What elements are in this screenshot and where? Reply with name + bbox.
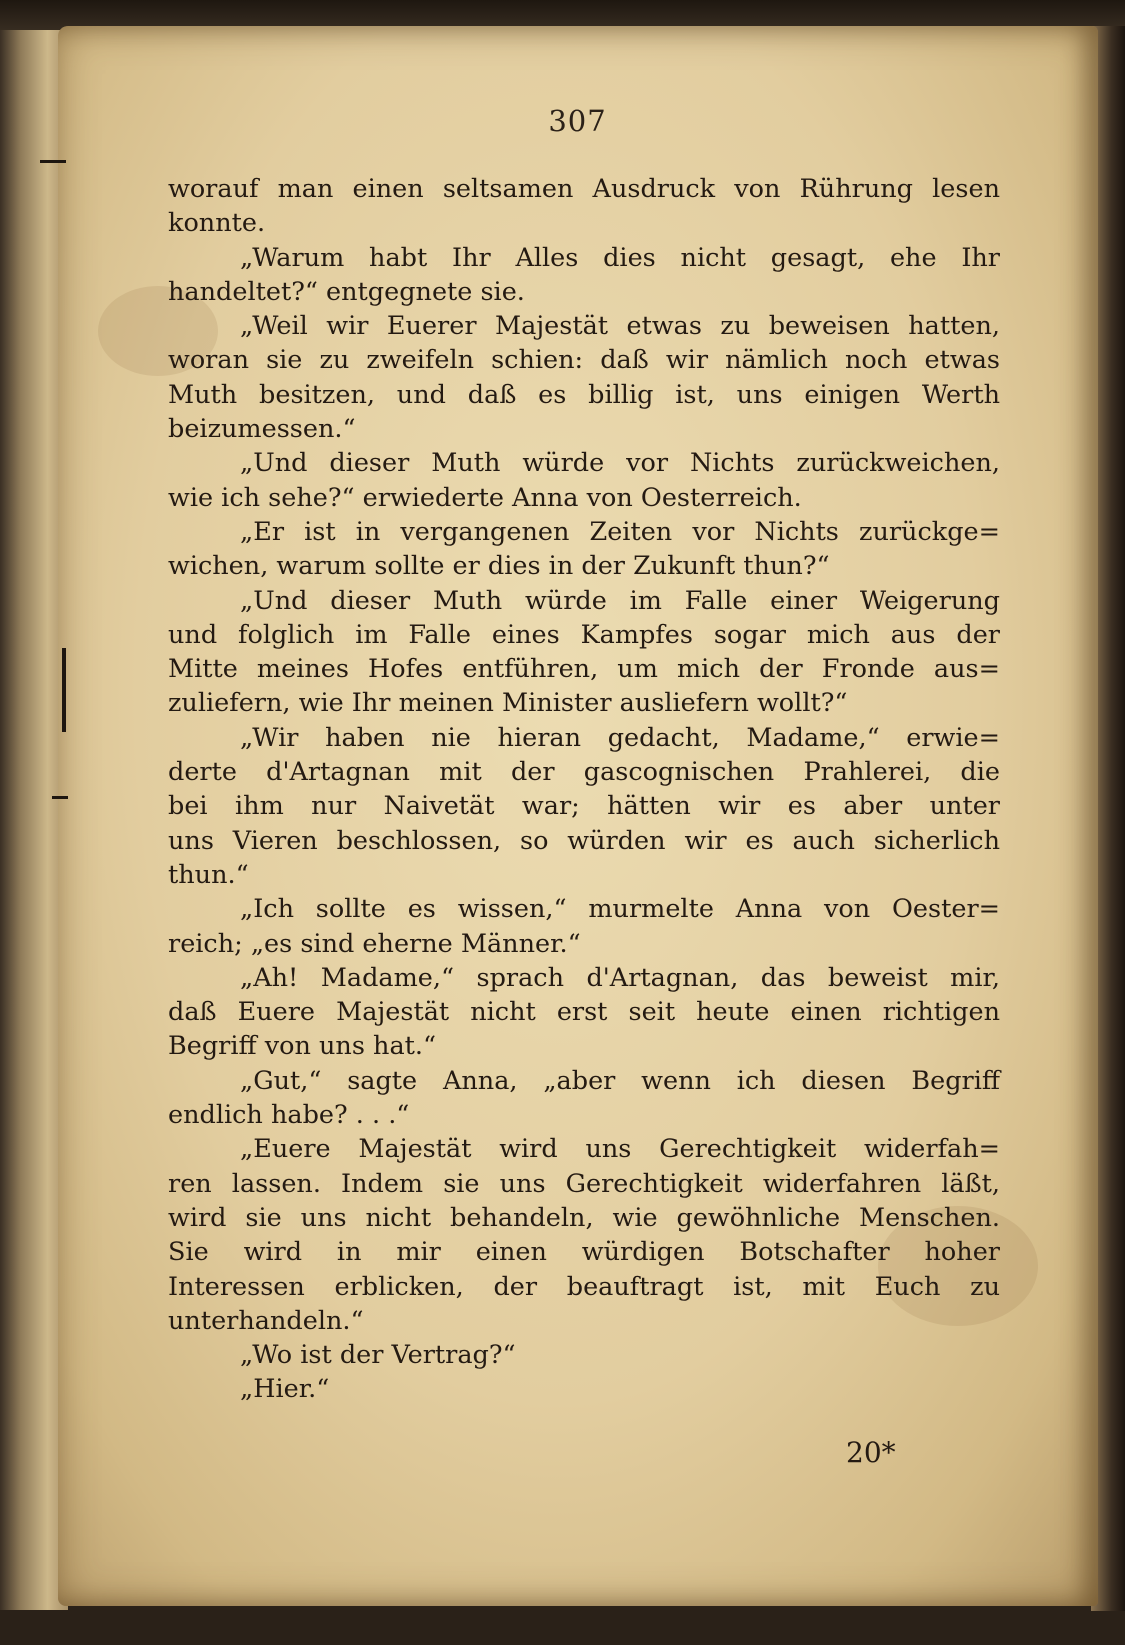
text-line: Mitte meines Hofes entführen, um mich der Fronde aus= [168,654,1000,685]
text-line: woran sie zu zweifeln schien: daß wir nämlich noch etwas [168,345,1000,376]
text-line: Sie wird in mir einen würdigen Botschafter hoher [168,1237,1000,1268]
text-line: zuliefern, wie Ihr meinen Minister ausliefern wollt?“ [168,688,848,719]
text-line: Begriff von uns hat.“ [168,1031,437,1062]
text-line: konnte. [168,208,266,239]
text-line: „Wo ist der Vertrag?“ [240,1340,516,1371]
text-line: unterhandeln.“ [168,1305,364,1336]
text-line: worauf man einen seltsamen Ausdruck von Rührung lesen [168,174,1000,204]
text-line: handeltet?“ entgegnete sie. [168,276,525,307]
printer-signature-mark: 20* [846,1436,896,1469]
page-number: 307 [548,104,607,138]
binding-thread-mark [52,796,68,799]
text-line: „Ah! Madame,“ sprach d'Artagnan, das beweist mir, [240,962,1000,993]
body-text [168,172,1000,1407]
text-line: wichen, warum sollte er dies in der Zukunft thun?“ [168,551,830,582]
text-line: wie ich sehe?“ erwiederte Anna von Oesterreich. [168,482,802,513]
text-line: uns Vieren beschlossen, so würden wir es auch sicherlich [168,825,1000,856]
text-line: Muth besitzen, und daß es billig ist, uns einigen Werth [168,379,1000,410]
text-line: endlich habe? . . .“ [168,1100,410,1131]
text-line: thun.“ [168,859,249,890]
text-line: ren lassen. Indem sie uns Gerechtigkeit widerfahren läßt, [168,1168,1000,1199]
text-line: derte d'Artagnan mit der gascognischen Prahlerei, die [168,757,1000,788]
text-line: „Und dieser Muth würde im Falle einer Weigerung [240,585,1000,616]
text-line: beizumessen.“ [168,414,356,445]
text-line: „Und dieser Muth würde vor Nichts zurückweichen, [240,448,1000,479]
text-line: Interessen erblicken, der beauftragt ist, mit Euch zu [168,1271,1000,1302]
binding-thread-mark [62,648,66,732]
text-line: „Euere Majestät wird uns Gerechtigkeit widerfah= [240,1134,1000,1165]
text-line: bei ihm nur Naivetät war; hätten wir es aber unter [168,791,1000,822]
text-line: „Er ist in vergangenen Zeiten vor Nichts zurückge= [240,516,1000,547]
text-line: reich; „es sind eherne Männer.“ [168,928,581,959]
text-line: „Ich sollte es wissen,“ murmelte Anna von Oester= [240,894,1000,925]
text-line: „Hier.“ [240,1374,330,1405]
text-line: und folglich im Falle eines Kampfes sogar mich aus der [168,619,1000,650]
text-line: „Wir haben nie hieran gedacht, Madame,“ erwie= [240,722,1000,753]
text-line: „Weil wir Euerer Majestät etwas zu beweisen hatten, [240,311,1000,342]
text-line: „Warum habt Ihr Alles dies nicht gesagt, ehe Ihr [240,242,1000,273]
text-line: „Gut,“ sagte Anna, „aber wenn ich diesen Begriff [240,1065,1000,1096]
text-line: wird sie uns nicht behandeln, wie gewöhnliche Menschen. [168,1202,1000,1233]
text-line: daß Euere Majestät nicht erst seit heute einen richtigen [168,997,1000,1028]
binding-thread-mark [40,160,66,163]
